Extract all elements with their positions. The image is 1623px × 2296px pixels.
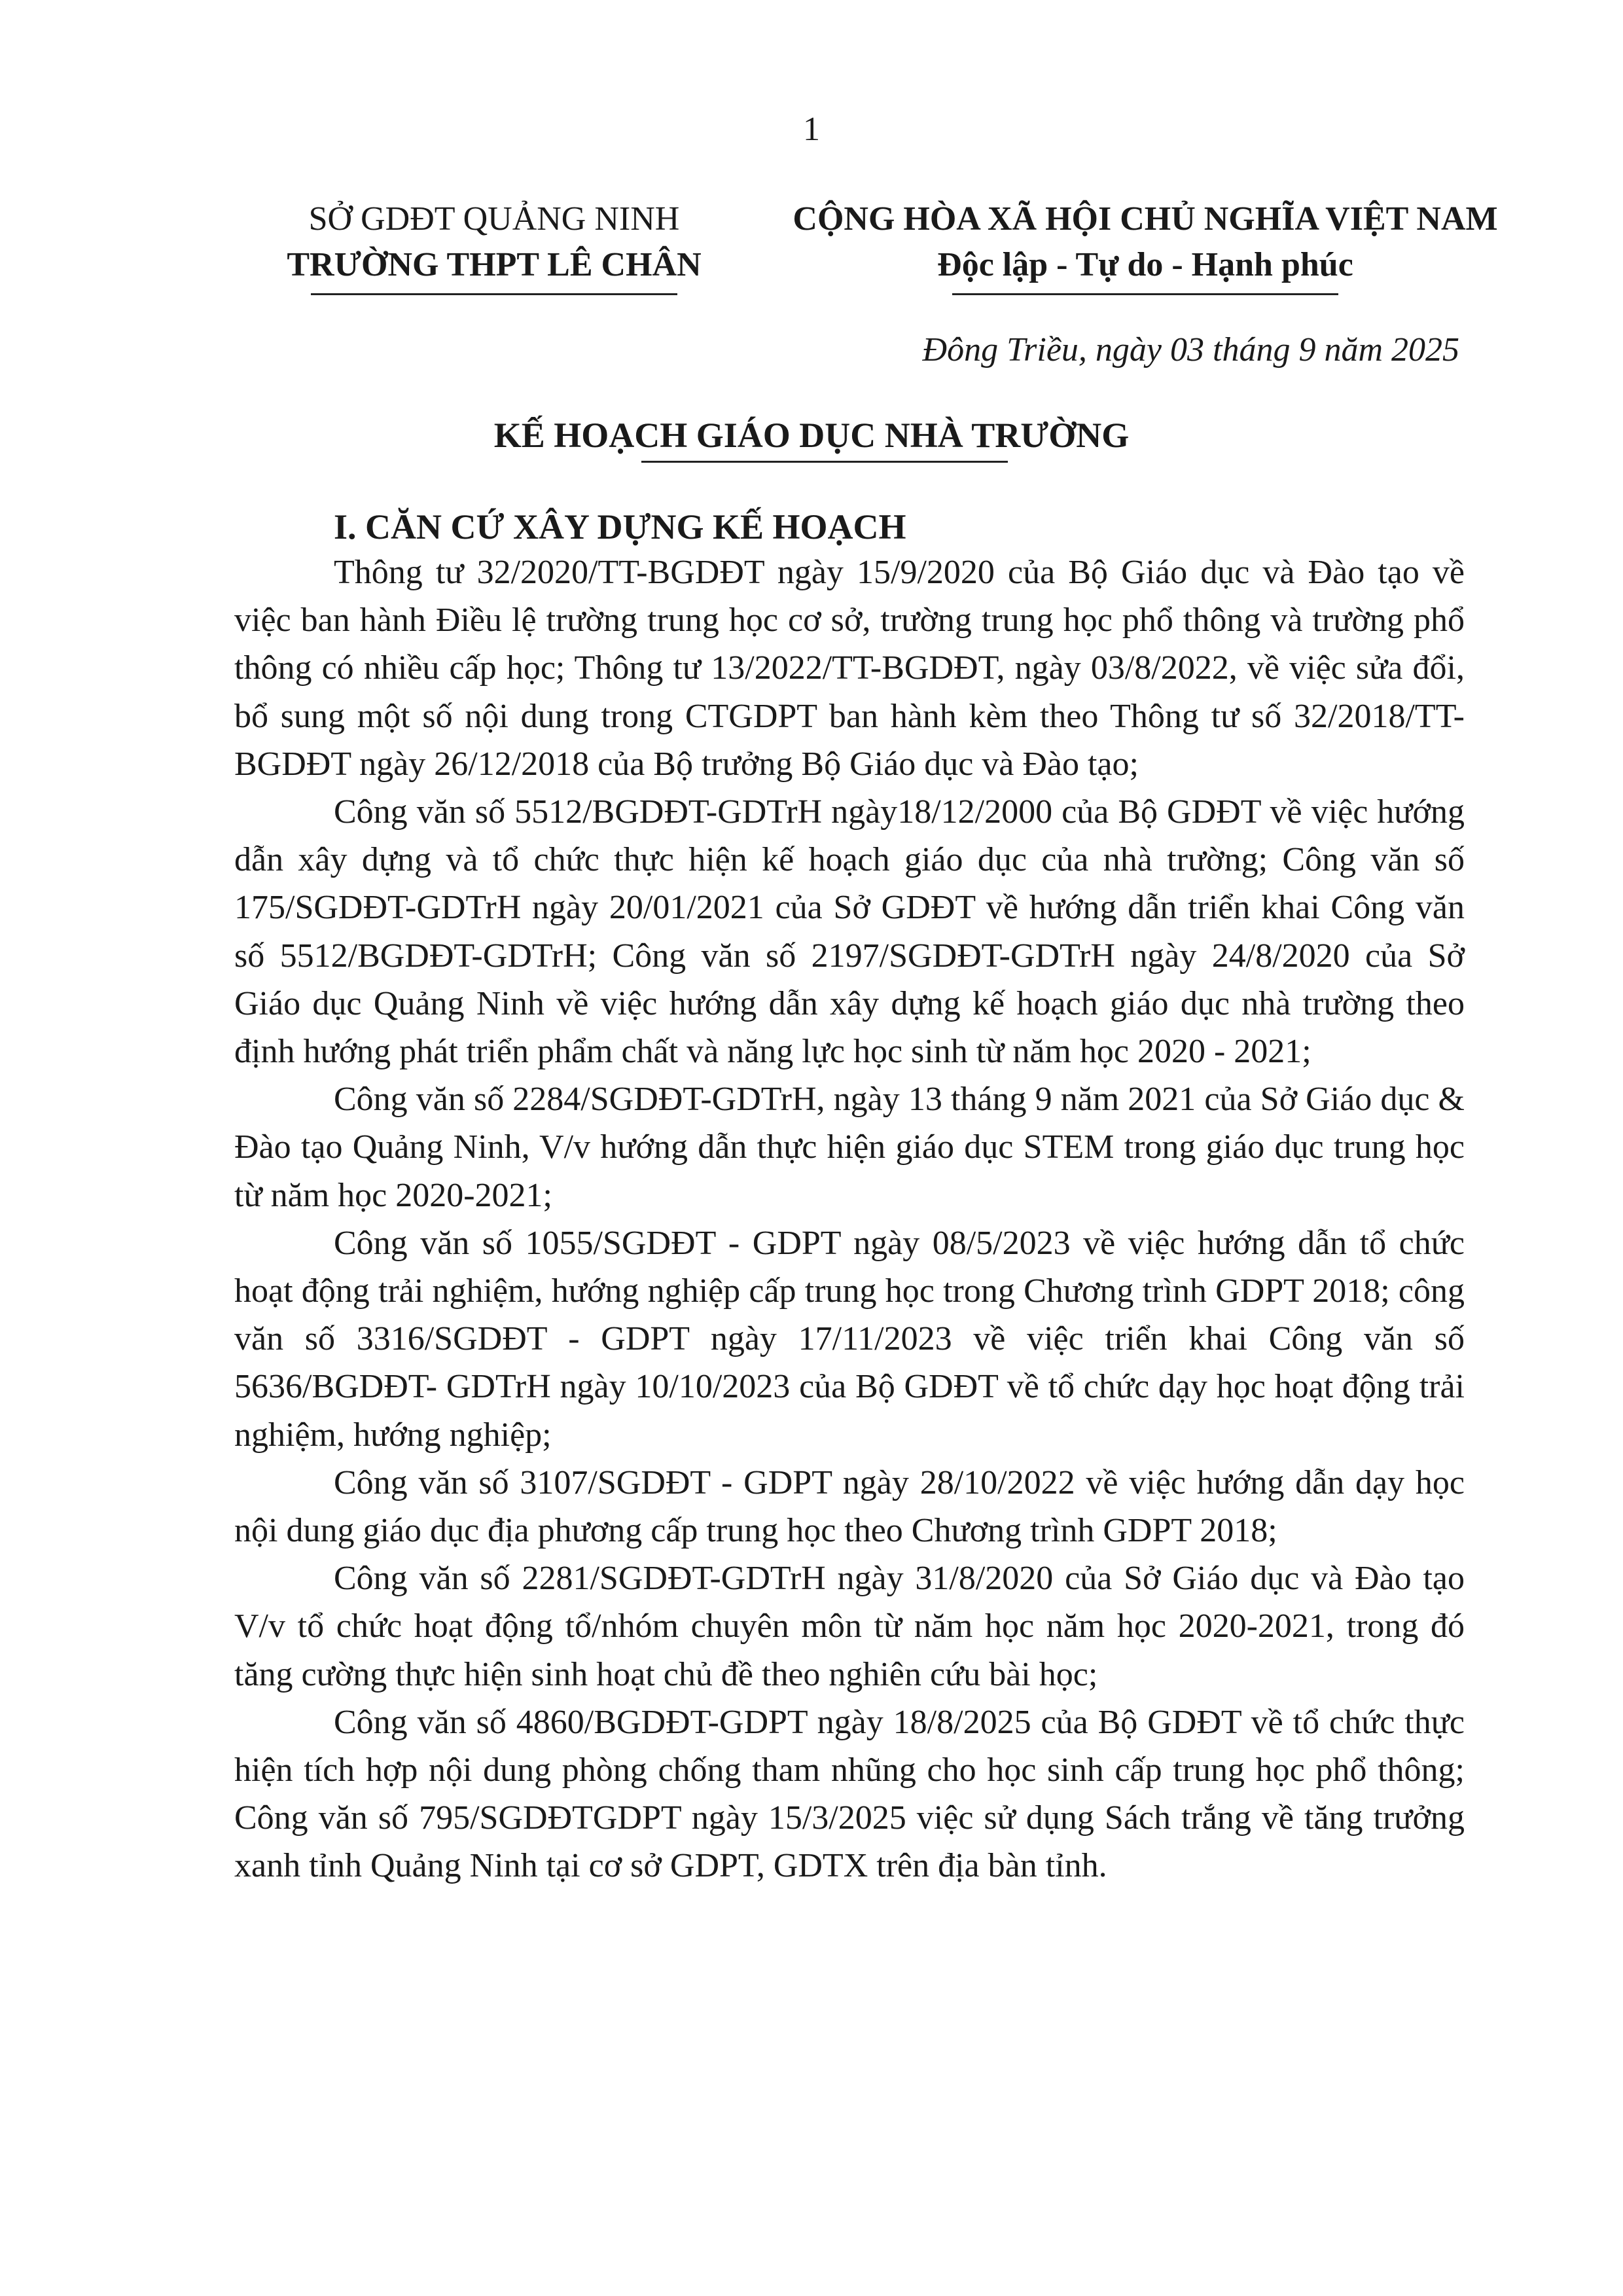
document-title-block [0, 412, 1623, 463]
national-motto-block [766, 196, 1525, 295]
section-heading: I. CĂN CỨ XÂY DỰNG KẾ HOẠCH [334, 507, 906, 547]
organization-underline [311, 293, 677, 295]
issuing-organization-block [255, 196, 733, 295]
paragraph: Thông tư 32/2020/TT-BGDĐT ngày 15/9/2020 của Bộ Giáo dục và Đào tạo về việc ban hành Điều lệ trường trung học cơ sở, trường trung học phổ thông và trường phổ thông có nhiều cấp học; Thông tư 13/2022/TT-BGDĐT, ngày 03/8/2022, về việc sửa đổi, bổ sung một số nội dung trong CTGDPT ban hành kèm theo Thông tư số 32/2018/TT-BGDĐT ngày 26/12/2018 của Bộ trưởng Bộ Giáo dục và Đào tạo; [234, 554, 1465, 783]
document-title: KẾ HOẠCH GIÁO DỤC NHÀ TRƯỜNG [493, 416, 1130, 455]
national-motto: Độc lập - Tự do - Hạnh phúc [937, 246, 1353, 283]
page-number: 1 [803, 111, 820, 148]
paragraph: Công văn số 2284/SGDĐT-GDTrH, ngày 13 tháng 9 năm 2021 của Sở Giáo dục & Đào tạo Quảng Ninh, V/v hướng dẫn thực hiện giáo dục STEM trong giáo dục trung học từ năm học 2020-2021; [234, 1081, 1465, 1214]
paragraph: Công văn số 3107/SGDĐT - GDPT ngày 28/10/2022 về việc hướng dẫn dạy học nội dung giáo dục địa phương cấp trung học theo Chương trình GDPT 2018; [234, 1463, 1465, 1550]
organization-name: TRƯỜNG THPT LÊ CHÂN [287, 246, 702, 283]
document-body [234, 548, 1465, 1890]
place-date-line: Đông Triều, ngày 03 tháng 9 năm 2025 [922, 331, 1459, 368]
paragraph: Công văn số 5512/BGDĐT-GDTrH ngày18/12/2000 của Bộ GDĐT về việc hướng dẫn xây dựng và tổ chức thực hiện kế hoạch giáo dục của nhà trường; Công văn số 175/SGDĐT-GDTrH ngày 20/01/2021 của Sở GDĐT về hướng dẫn triển khai Công văn số 5512/BGDĐT-GDTrH; Công văn số 2197/SGDĐT-GDTrH ngày 24/8/2020 của Sở Giáo dục Quảng Ninh về việc hướng dẫn xây dựng kế hoạch giáo dục nhà trường theo định hướng phát triển phẩm chất và năng lực học sinh từ năm học 2020 - 2021; [234, 793, 1465, 1071]
paragraph: Công văn số 2281/SGDĐT-GDTrH ngày 31/8/2020 của Sở Giáo dục và Đào tạo V/v tổ chức hoạt động tổ/nhóm chuyên môn từ năm học năm học 2020-2021, trong đó tăng cường thực hiện sinh hoạt chủ đề theo nghiên cứu bài học; [234, 1560, 1465, 1693]
motto-underline [952, 293, 1338, 295]
national-name: CỘNG HÒA XÃ HỘI CHỦ NGHĨA VIỆT NAM [793, 200, 1498, 238]
paragraph: Công văn số 4860/BGDĐT-GDPT ngày 18/8/2025 của Bộ GDĐT về tổ chức thực hiện tích hợp nội dung phòng chống tham nhũng cho học sinh cấp trung học phổ thông; Công văn số 795/SGDĐTGDPT ngày 15/3/2025 việc sử dụng Sách trắng về tăng trưởng xanh tỉnh Quảng Ninh tại cơ sở GDPT, GDTX trên địa bàn tỉnh. [234, 1703, 1465, 1885]
parent-organization: SỞ GDĐT QUẢNG NINH [308, 200, 680, 238]
paragraph: Công văn số 1055/SGDĐT - GDPT ngày 08/5/2023 về việc hướng dẫn tổ chức hoạt động trải nghiệm, hướng nghiệp cấp trung học trong Chương trình GDPT 2018; công văn số 3316/SGDĐT - GDPT ngày 17/11/2023 về việc triển khai Công văn số 5636/BGDĐT- GDTrH ngày 10/10/2023 của Bộ GDĐT về tổ chức dạy học hoạt động trải nghiệm, hướng nghiệp; [234, 1224, 1465, 1454]
title-underline [641, 461, 1008, 463]
